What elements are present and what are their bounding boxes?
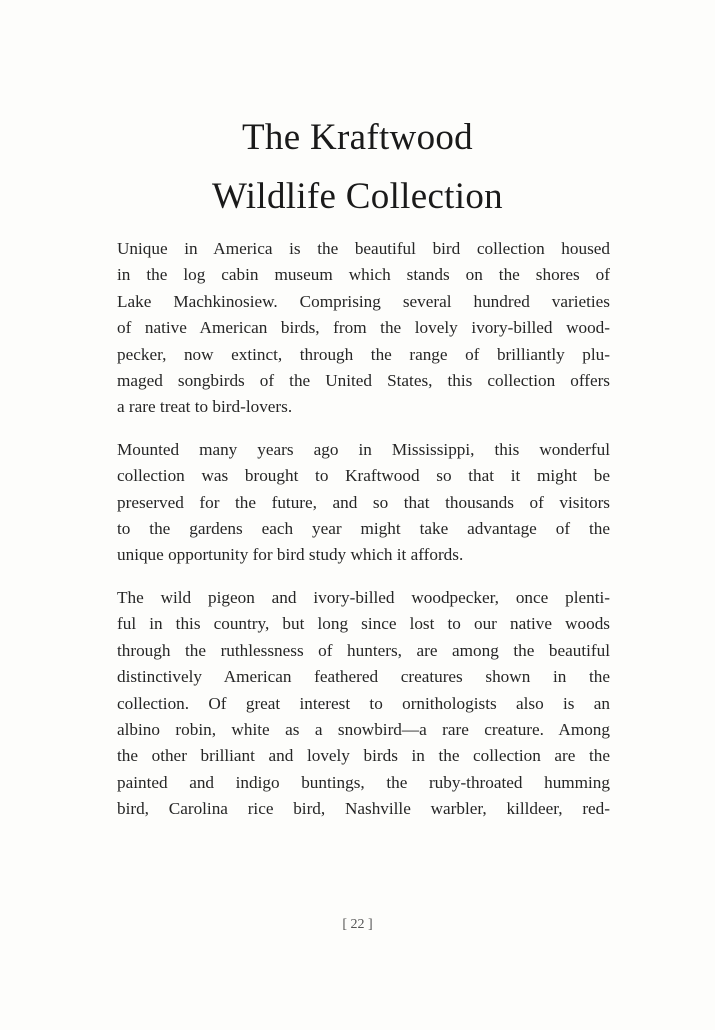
text-line: Unique in America is the beautiful bird collection housed xyxy=(117,239,610,258)
text-line: Mounted many years ago in Mississippi, this wonderful xyxy=(117,439,610,459)
paragraph-1 xyxy=(117,236,610,421)
text-line: collection was brought to Kraftwood so that it might be xyxy=(117,466,610,486)
title-line-2: Wildlife Collection xyxy=(212,176,503,217)
text-line: painted and indigo buntings, the ruby-throated humming xyxy=(117,772,610,792)
text-line: ful in this country, but long since lost to our native woods xyxy=(117,614,610,634)
text-line: through the ruthlessness of hunters, are among the beautiful xyxy=(117,640,610,660)
page-number: [ 22 ] xyxy=(342,917,373,932)
page-title xyxy=(0,108,715,226)
text-line: preserved for the future, and so that thousands of visitors xyxy=(117,492,610,512)
text-line: pecker, now extinct, through the range of brilliantly plu- xyxy=(117,344,610,364)
text-line: The wild pigeon and ivory-billed woodpecker, once plenti- xyxy=(117,587,610,607)
text-line: collection. Of great interest to ornithologists also is an xyxy=(117,693,610,713)
text-line: the other brilliant and lovely birds in the collection are the xyxy=(117,746,610,766)
title-line-1: The Kraftwood xyxy=(242,117,473,158)
text-line: albino robin, white as a snowbird—a rare creature. Among xyxy=(117,719,610,739)
text-line: unique opportunity for bird study which it affords. xyxy=(117,545,464,565)
text-line: bird, Carolina rice bird, Nashville warbler, killdeer, red- xyxy=(117,799,610,819)
text-line: distinctively American feathered creatures shown in the xyxy=(117,667,610,687)
text-line: a rare treat to bird-lovers. xyxy=(117,397,293,417)
text-line: maged songbirds of the United States, this collection offers xyxy=(117,371,610,391)
text-line: in the log cabin museum which stands on the shores of xyxy=(117,265,610,285)
paragraph-3 xyxy=(117,585,610,823)
text-line: of native American birds, from the lovely ivory-billed wood- xyxy=(117,318,610,338)
text-line: to the gardens each year might take advantage of the xyxy=(117,519,610,539)
text-line: Lake Machkinosiew. Comprising several hundred varieties xyxy=(117,291,610,311)
paragraph-2 xyxy=(117,437,610,569)
body-text xyxy=(117,236,610,839)
